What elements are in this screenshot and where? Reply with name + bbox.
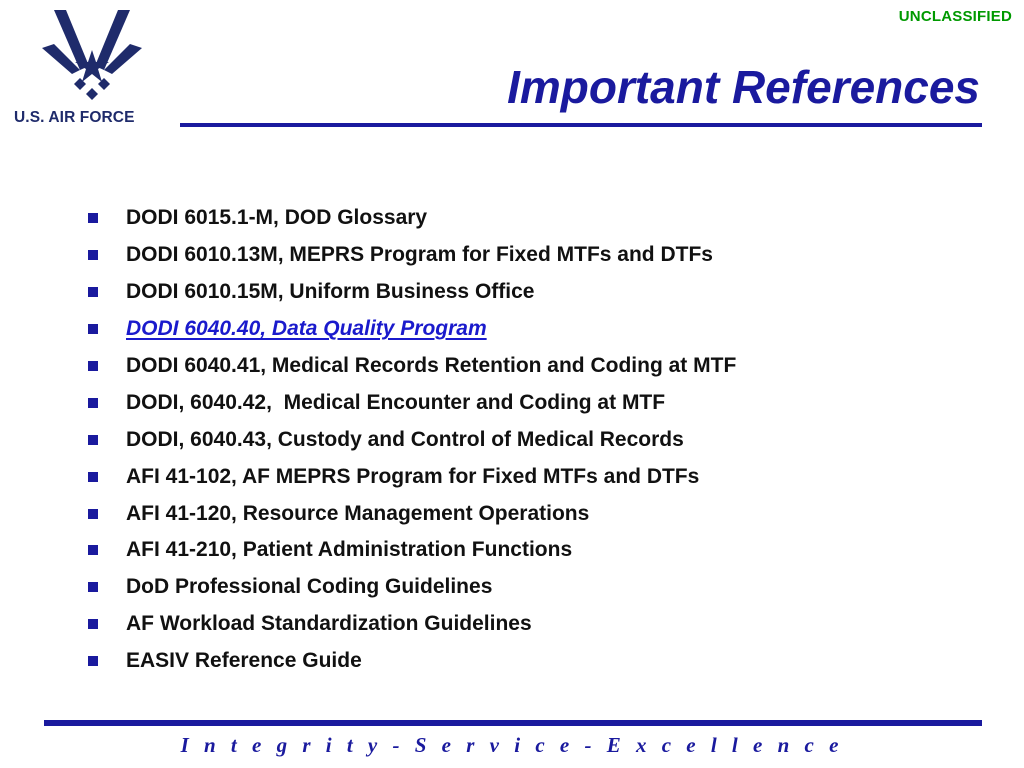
list-item xyxy=(88,311,736,348)
reference-text: DODI, 6040.42, Medical Encounter and Coding at MTF xyxy=(126,390,666,414)
square-bullet-icon xyxy=(88,545,98,555)
list-item xyxy=(88,569,736,606)
list-item xyxy=(88,495,736,532)
classification-label: UNCLASSIFIED xyxy=(898,8,1012,25)
square-bullet-icon xyxy=(88,582,98,592)
footer-divider xyxy=(44,720,982,726)
reference-text: DODI 6040.41, Medical Records Retention and Coding at MTF xyxy=(126,354,737,377)
footer-motto: I n t e g r i t y - S e r v i c e - E x c e l l e n c e xyxy=(180,733,844,757)
data-quality-program-link[interactable]: DODI 6040.40, Data Quality Program xyxy=(126,317,487,341)
square-bullet-icon xyxy=(88,656,98,666)
reference-text: DODI, 6040.43, Custody and Control of Medical Records xyxy=(126,427,684,451)
list-item xyxy=(88,458,736,495)
square-bullet-icon xyxy=(88,250,98,260)
list-item xyxy=(88,532,736,569)
reference-text: DODI 6010.15M, Uniform Business Office xyxy=(126,280,535,304)
square-bullet-icon xyxy=(88,287,98,297)
reference-text: EASIV Reference Guide xyxy=(126,649,362,673)
reference-text: AFI 41-210, Patient Administration Functions xyxy=(126,538,573,562)
reference-list xyxy=(88,200,736,680)
square-bullet-icon xyxy=(88,509,98,519)
list-item xyxy=(88,384,736,421)
reference-text: DODI 6015.1-M, DOD Glossary xyxy=(126,206,428,230)
reference-text: AFI 41-120, Resource Management Operations xyxy=(126,501,590,525)
page-title: Important References xyxy=(507,61,980,113)
square-bullet-icon xyxy=(88,324,98,334)
list-item xyxy=(88,643,736,680)
list-item xyxy=(88,237,736,274)
list-item xyxy=(88,274,736,311)
logo-text: U.S. AIR FORCE xyxy=(14,109,135,126)
list-item xyxy=(88,606,736,643)
square-bullet-icon xyxy=(88,619,98,629)
reference-text: AF Workload Standardization Guidelines xyxy=(126,612,532,636)
air-force-logo xyxy=(12,4,172,124)
square-bullet-icon xyxy=(88,361,98,371)
reference-text: DODI 6010.13M, MEPRS Program for Fixed MTFs and DTFs xyxy=(126,243,713,267)
square-bullet-icon xyxy=(88,398,98,408)
square-bullet-icon xyxy=(88,435,98,445)
list-item xyxy=(88,348,736,385)
list-item xyxy=(88,200,736,237)
title-divider xyxy=(180,123,982,127)
square-bullet-icon xyxy=(88,472,98,482)
reference-text: AFI 41-102, AF MEPRS Program for Fixed MTFs and DTFs xyxy=(126,464,700,488)
square-bullet-icon xyxy=(88,213,98,223)
air-force-wings-star-icon xyxy=(40,4,144,104)
list-item xyxy=(88,421,736,458)
reference-text: DoD Professional Coding Guidelines xyxy=(126,575,493,599)
